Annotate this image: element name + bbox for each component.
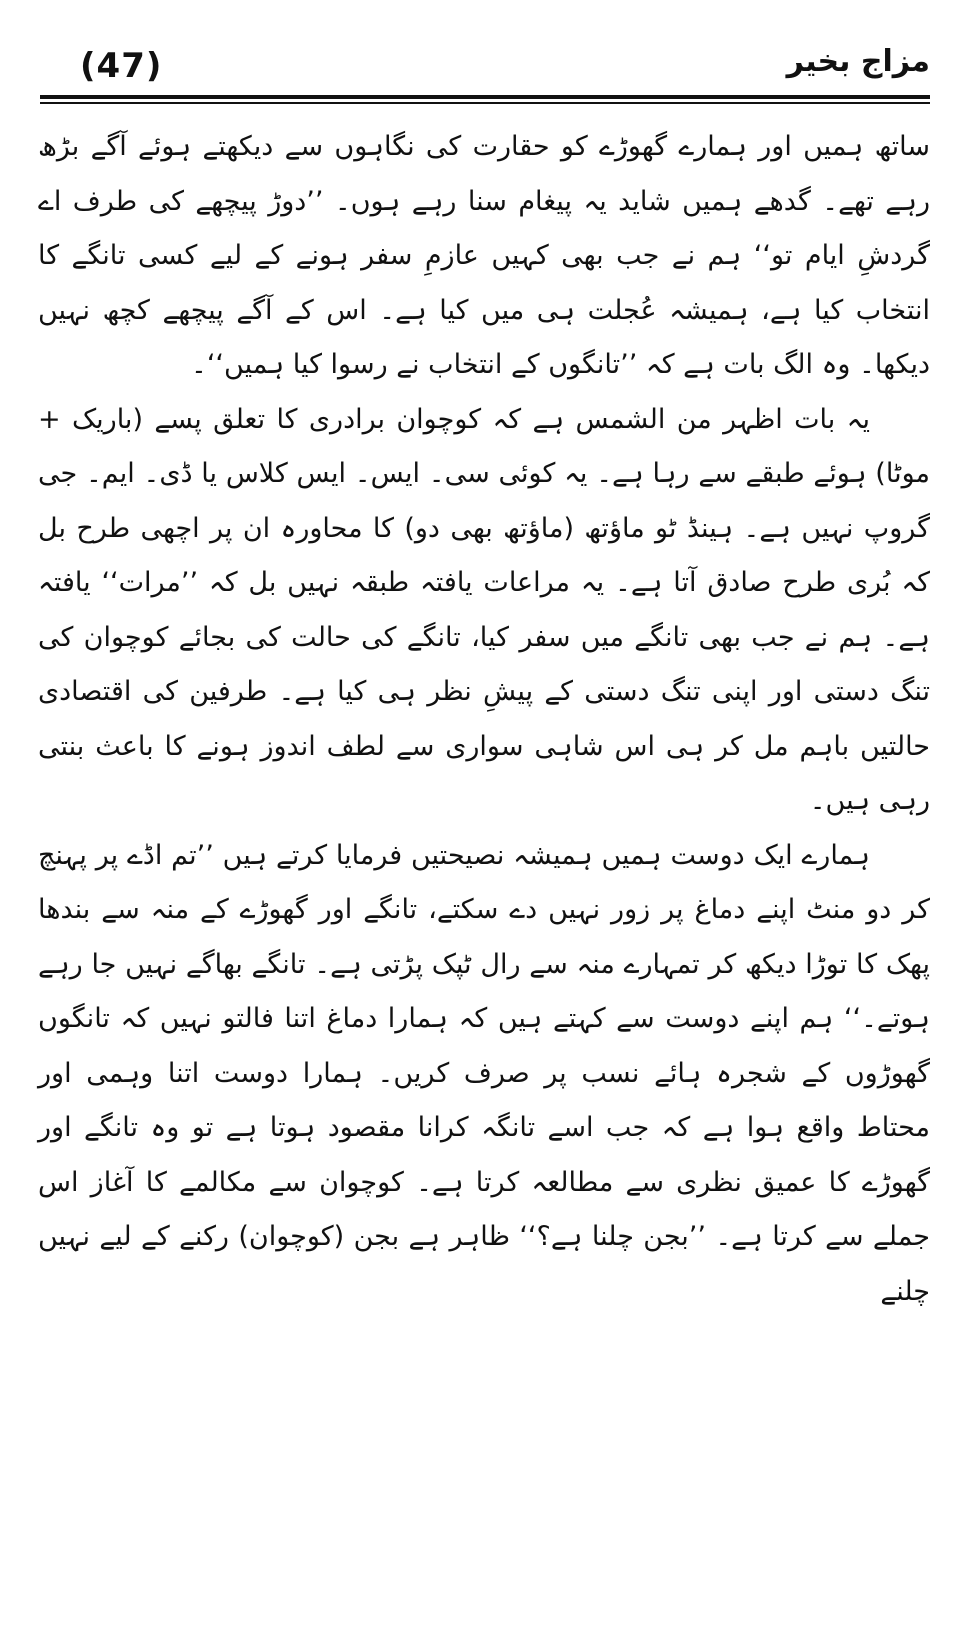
page-header: [40, 40, 930, 100]
header-rule-thin: [40, 102, 930, 104]
paragraph-3: ہمارے ایک دوست ہمیں ہمیشہ نصیحتیں فرمایا کرتے ہیں ’’تم اڈے پر پہنچ کر دو منٹ اپنے دماغ پر زور نہیں دے سکتے، تانگے اور گھوڑے کے منہ سے بندھا پھک کا توڑا دیکھ کر تمہارے منہ سے رال ٹپک پڑتی ہے۔ تانگے بھاگے نہیں جا رہے ہوتے۔‘‘ ہم اپنے دوست سے کہتے ہیں کہ ہمارا دماغ اتنا فالتو نہیں کہ تانگوں گھوڑوں کے شجرہ ہائے نسب پر صرف کریں۔ ہمارا دوست اتنا وہمی اور محتاط واقع ہوا ہے کہ جب اسے تانگہ کرانا مقصود ہوتا ہے تو وہ تانگے اور گھوڑے کا عمیق نظری سے مطالعہ کرتا ہے۔ کوچوان سے مکالمے کا آغاز اس جملے سے کرتا ہے۔ ’’بجن چلنا ہے؟‘‘ ظاہر ہے بجن (کوچوان) رکنے کے لیے نہیں چلنے: [38, 839, 930, 1307]
header-rule-thick: [40, 95, 930, 99]
running-title: مزاج بخیر: [786, 44, 930, 79]
paragraph-1: ساتھ ہمیں اور ہمارے گھوڑے کو حقارت کی نگاہوں سے دیکھتے ہوئے آگے بڑھ رہے تھے۔ گدھے ہمیں شاید یہ پیغام سنا رہے ہوں۔ ’’دوڑ پیچھے کی طرف اے گردشِ ایام تو‘‘ ہم نے جب بھی کہیں عازمِ سفر ہونے کے لیے کسی تانگے کا انتخاب کیا ہے، ہمیشہ عُجلت ہی میں کیا ہے۔ اس کے آگے پیچھے کچھ نہیں دیکھا۔ وہ الگ بات ہے کہ ’’تانگوں کے انتخاب نے رسوا کیا ہمیں‘‘۔: [38, 131, 930, 380]
page-number: (47): [80, 46, 163, 86]
body-text: [38, 120, 930, 1319]
paragraph-2: یہ بات اظہر من الشمس ہے کہ کوچوان برادری کا تعلق پسے (باریک + موٹا) ہوئے طبقے سے رہا ہے۔ یہ کوئی سی۔ ایس۔ ایس کلاس یا ڈی۔ ایم۔ جی گروپ نہیں ہے۔ ہینڈ ٹو ماؤتھ (ماؤتھ بھی دو) کا محاورہ ان پر اچھی طرح بل کہ بُری طرح صادق آتا ہے۔ یہ مراعات یافتہ طبقہ نہیں بل کہ ’’مرات‘‘ یافتہ ہے۔ ہم نے جب بھی تانگے میں سفر کیا، تانگے کی حالت کی بجائے کوچوان کی تنگ دستی اور اپنی تنگ دستی کے پیشِ نظر ہی کیا ہے۔ طرفین کی اقتصادی حالتیں باہم مل کر ہی اس شاہی سواری سے لطف اندوز ہونے کا باعث بنتی رہی ہیں۔: [38, 403, 930, 816]
